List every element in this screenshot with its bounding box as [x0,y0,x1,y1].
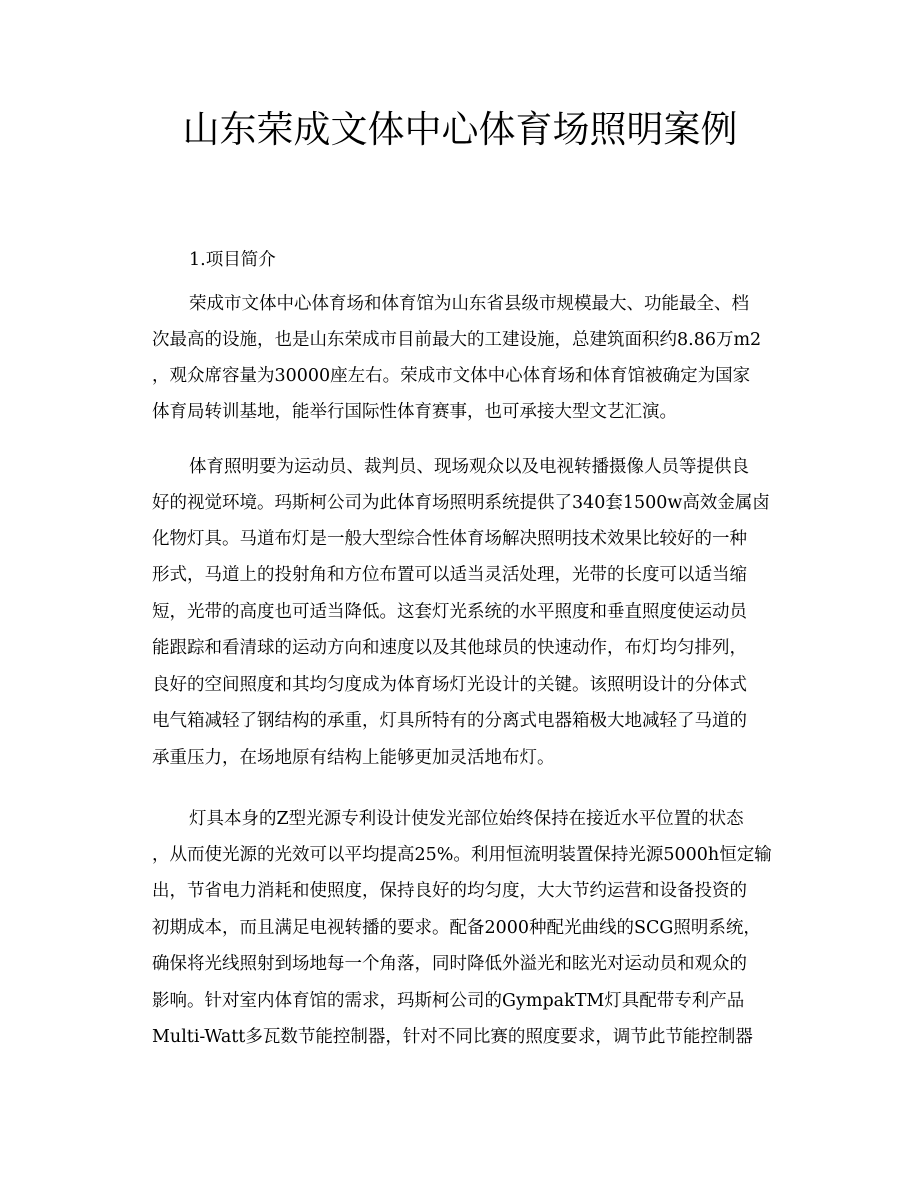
paragraph-line: 出，节省电力消耗和使照度，保持良好的均匀度，大大节约运营和设备投资的 [152,881,747,901]
section-heading: 1.项目简介 [189,250,276,270]
paragraph-line: 初期成本，而且满足电视转播的要求。配备2000种配光曲线的SCG照明系统， [152,918,761,938]
paragraph-line: 体育局转训基地，能举行国际性体育赛事，也可承接大型文艺汇演。 [152,402,677,422]
paragraph-line: ，观众席容量为30000座左右。荣成市文体中心体育场和体育馆被确定为国家 [152,366,751,386]
paragraph-line: 影响。针对室内体育馆的需求，玛斯柯公司的GympakTM灯具配带专利产品 [152,991,745,1011]
paragraph-line: 好的视觉环境。玛斯柯公司为此体育场照明系统提供了340套1500w高效金属卤 [152,493,770,513]
paragraph-line: Multi-Watt多瓦数节能控制器，针对不同比赛的照度要求，调节此节能控制器 [152,1027,753,1047]
paragraph-line: 次最高的设施，也是山东荣成市目前最大的工建设施，总建筑面积约8.86万m2 [152,330,762,350]
paragraph-line: 能跟踪和看清球的运动方向和速度以及其他球员的快速动作，布灯均匀排列， [152,638,747,658]
paragraph-line: 短，光带的高度也可适当降低。这套灯光系统的水平照度和垂直照度使运动员 [152,602,747,622]
paragraph-line: 灯具本身的Z型光源专利设计使发光部位始终保持在接近水平位置的状态 [189,809,744,829]
paragraph-line: 承重压力，在场地原有结构上能够更加灵活地布灯。 [152,748,555,768]
paragraph-line: 荣成市文体中心体育场和体育馆为山东省县级市规模最大、功能最全、档 [189,294,749,314]
paragraph-line: 良好的空间照度和其均匀度成为体育场灯光设计的关键。该照明设计的分体式 [152,675,747,695]
paragraph-line: 形式，马道上的投射角和方位布置可以适当灵活处理，光带的长度可以适当缩 [152,565,747,585]
paragraph-line: 电气箱减轻了钢结构的承重，灯具所特有的分离式电器箱极大地减轻了马道的 [152,711,747,731]
paragraph-line: 确保将光线照射到场地每一个角落，同时降低外溢光和眩光对运动员和观众的 [152,954,747,974]
document-title: 山东荣成文体中心体育场照明案例 [182,108,738,151]
paragraph-line: 化物灯具。马道布灯是一般大型综合性体育场解决照明技术效果比较好的一种 [152,529,747,549]
paragraph-line: ，从而使光源的光效可以平均提高25%。利用恒流明装置保持光源5000h恒定输 [152,845,772,865]
paragraph-line: 体育照明要为运动员、裁判员、现场观众以及电视转播摄像人员等提供良 [189,457,749,477]
